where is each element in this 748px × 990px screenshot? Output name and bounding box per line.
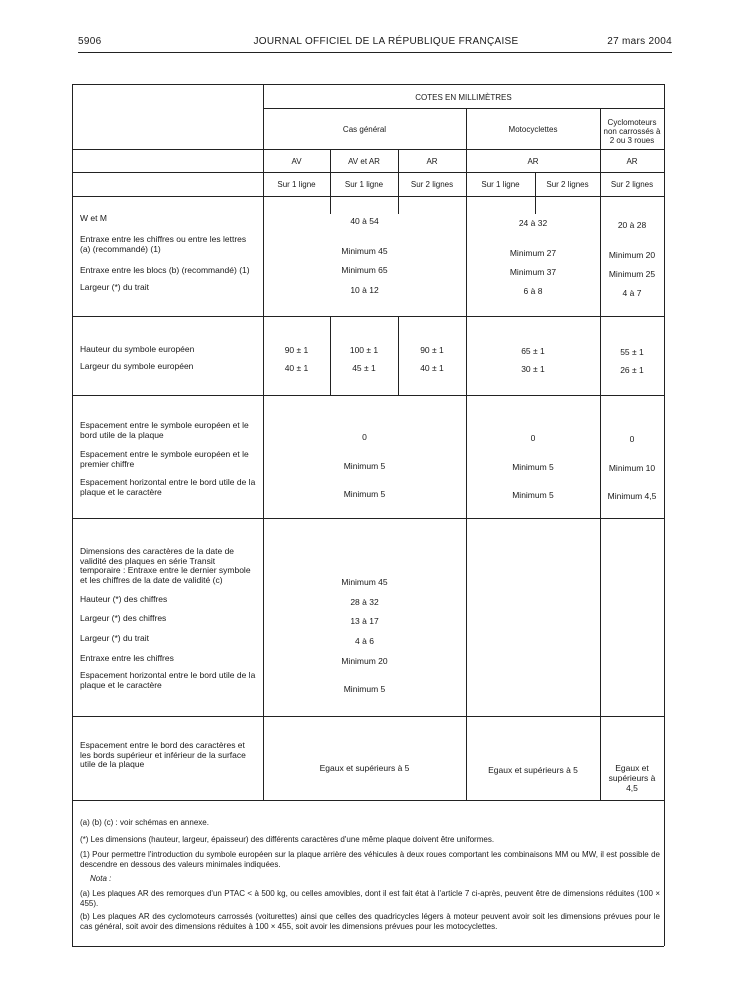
col-tick xyxy=(535,196,536,214)
cell-value: Minimum 5 xyxy=(512,490,554,500)
cell-value: 4 à 6 xyxy=(355,636,374,646)
cell-value: Egaux et supérieurs à 5 xyxy=(488,765,578,775)
table-top-border xyxy=(72,84,664,85)
row-divider xyxy=(72,149,664,150)
table-left-border xyxy=(72,84,73,946)
row-label: Entraxe entre les blocs (b) (recommandé) (1) xyxy=(80,265,250,275)
cell-value: 0 xyxy=(530,433,536,443)
lines-c1: Sur 1 ligne xyxy=(277,180,316,189)
row-label: Espacement horizontal entre le bord utile de la plaque et le caractère xyxy=(80,670,256,690)
cell-value: Minimum 5 xyxy=(343,489,386,499)
lines-c2: Sur 1 ligne xyxy=(344,180,384,189)
row-label: Espacement entre le bord des caractères et les bords supérieur et inférieur de la surface utile de la plaque xyxy=(80,740,246,769)
cell-value: 6 à 8 xyxy=(523,286,543,296)
pos-ar-cyclo: AR xyxy=(626,157,638,166)
row-label: Largeur (*) des chiffres xyxy=(80,613,167,623)
row-label: W et M xyxy=(80,213,107,223)
pos-av: AV xyxy=(291,157,302,166)
row-label: Hauteur (*) des chiffres xyxy=(80,594,168,604)
col-divider xyxy=(330,316,331,395)
cell-value: 0 xyxy=(629,434,635,444)
cell-value: 100 ± 1 xyxy=(349,345,379,355)
col-divider xyxy=(600,108,601,800)
cell-value: 4 à 7 xyxy=(622,288,642,298)
row-label: Largeur du symbole européen xyxy=(80,361,194,371)
cell-value: 24 à 32 xyxy=(518,218,548,228)
cell-value: 28 à 32 xyxy=(350,597,379,607)
row-label: Dimensions des caractères de la date de validité des plaques en série Transit temporaire : Entraxe entre le dernier symbole et les chiffres de la date de validité (c) xyxy=(80,546,251,585)
cell-value: Minimum 5 xyxy=(343,461,386,471)
row-label: Espacement entre le symbole européen et le premier chiffre xyxy=(80,449,249,469)
row-label: Largeur (*) du trait xyxy=(80,633,149,643)
cell-value: Minimum 20 xyxy=(608,250,656,260)
cell-value: 90 ± 1 xyxy=(420,345,444,355)
pos-av-ar: AV et AR xyxy=(348,157,380,166)
footnote: (*) Les dimensions (hauteur, largeur, épaisseur) des différents caractères d'une même plaque doivent être uniformes. xyxy=(80,835,495,844)
col-divider xyxy=(466,108,467,800)
cotes-header: COTES EN MILLIMÈTRES xyxy=(415,93,512,102)
section-divider xyxy=(72,518,664,519)
cell-value: 55 ± 1 xyxy=(620,347,644,357)
section-divider xyxy=(72,395,664,396)
cell-value: Minimum 5 xyxy=(512,462,554,472)
cell-value: 0 xyxy=(362,432,367,442)
cell-value: 26 ± 1 xyxy=(620,365,644,375)
row-divider xyxy=(72,196,664,197)
cell-value: Egaux et supérieurs à 4,5 xyxy=(608,763,656,793)
col-tick xyxy=(330,196,331,214)
table-right-border xyxy=(664,84,665,946)
cell-value: 90 ± 1 xyxy=(284,345,309,355)
row-label: Hauteur du symbole européen xyxy=(80,344,195,354)
col-tick xyxy=(398,196,399,214)
footnote: (a) (b) (c) : voir schémas en annexe. xyxy=(80,818,209,827)
cell-value: 30 ± 1 xyxy=(521,364,545,374)
cell-value: 20 à 28 xyxy=(617,220,647,230)
cell-value: Minimum 27 xyxy=(509,248,557,258)
pos-ar-moto: AR xyxy=(527,157,539,166)
footnote: (b) Les plaques AR des cyclomoteurs carrossés (voiturettes) ainsi que celles des quadricycles légers à moteur peuvent avoir soit les dimensions prévues pour le cas général, soit avoir des dimensions réduites à 100 × 455, soit avoir les dimensions prévues pour les motocyclettes. xyxy=(80,912,660,931)
group-moto: Motocyclettes xyxy=(508,125,558,134)
footnote: (a) Les plaques AR des remorques d'un PTAC < à 500 kg, ou celles amovibles, dont il est fait état à l'article 7 ci-après, peuvent être de dimensions réduites (100 × 455). xyxy=(80,889,660,908)
cell-value: Minimum 10 xyxy=(608,463,656,473)
cell-value: 10 à 12 xyxy=(350,285,379,295)
cell-value: 40 ± 1 xyxy=(420,363,444,373)
cell-value: 45 ± 1 xyxy=(352,363,376,373)
header-rule xyxy=(78,52,672,53)
cell-value: Minimum 20 xyxy=(341,656,388,666)
cell-value: 40 à 54 xyxy=(350,216,379,226)
section-divider xyxy=(72,716,664,717)
cell-value: 65 ± 1 xyxy=(521,346,545,356)
pos-ar-general: AR xyxy=(426,157,438,166)
row-label: Espacement horizontal entre le bord utile de la plaque et le caractère xyxy=(80,477,256,497)
cell-value: Minimum 25 xyxy=(608,269,656,279)
section-divider xyxy=(72,316,664,317)
page-number: 5906 xyxy=(78,36,102,47)
page-date: 27 mars 2004 xyxy=(607,36,672,47)
cell-value: Minimum 4,5 xyxy=(607,491,657,501)
cell-value: 13 à 17 xyxy=(350,616,379,626)
cell-value: Egaux et supérieurs à 5 xyxy=(319,763,410,773)
nota-heading: Nota : xyxy=(90,874,112,883)
cell-value: 40 ± 1 xyxy=(284,363,309,373)
row-label: Espacement entre le symbole européen et le bord utile de la plaque xyxy=(80,420,249,440)
row-divider xyxy=(263,108,664,109)
table-bottom-border xyxy=(72,946,664,947)
row-divider xyxy=(72,172,664,173)
cell-value: Minimum 37 xyxy=(509,267,557,277)
footnote: (1) Pour permettre l'introduction du symbole européen sur la plaque arrière des véhicules à deux roues comportant les combinaisons MM ou MW, il est possible de descendre en dessous des valeurs minimales indiquées. xyxy=(80,850,660,869)
cell-value: Minimum 5 xyxy=(343,684,386,694)
row-label: Entraxe entre les chiffres xyxy=(80,653,174,663)
lines-c5: Sur 2 lignes xyxy=(546,180,589,189)
section-divider xyxy=(72,800,664,801)
lines-c3: Sur 2 lignes xyxy=(410,180,454,189)
col-divider xyxy=(398,316,399,395)
cell-value: Minimum 45 xyxy=(341,577,388,587)
journal-title: JOURNAL OFFICIEL DE LA RÉPUBLIQUE FRANÇAISE xyxy=(253,36,519,47)
lines-c6: Sur 2 lignes xyxy=(610,180,654,189)
lines-c4: Sur 1 ligne xyxy=(481,180,520,189)
cell-value: Minimum 65 xyxy=(341,265,388,275)
cell-value: Minimum 45 xyxy=(341,246,388,256)
row-label: Entraxe entre les chiffres ou entre les lettres (a) (recommandé) (1) xyxy=(80,234,247,254)
row-label: Largeur (*) du trait xyxy=(80,282,149,292)
group-cyclo: Cyclomoteurs non carrossés à 2 ou 3 roues xyxy=(603,118,661,145)
group-general: Cas général xyxy=(342,125,387,134)
